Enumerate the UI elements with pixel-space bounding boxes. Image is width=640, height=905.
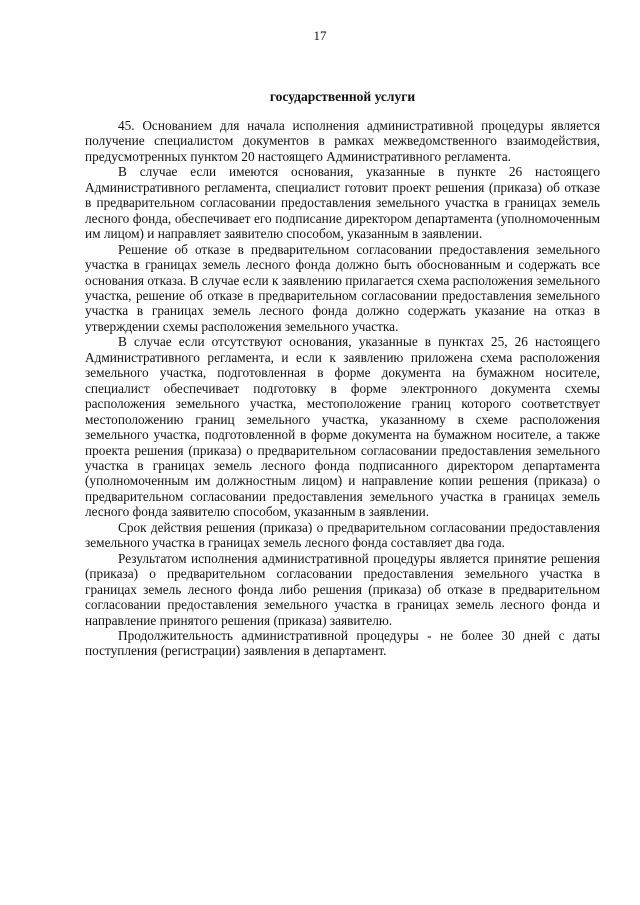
paragraph-refusal-decision: Решение об отказе в предварительном согласовании предоставления земельного участка в границах земель лесного фонда должно быть обоснованным и содержать все основания отказа. В случае если к заявлению прилагается схема расположения земельного участка, решение об отказе в предварительном согласовании предоставления земельного участка в границах земель лесного фонда должно содержать указание на отказ в утверждении схемы расположения земельного участка. (85, 241, 600, 334)
paragraph-result: Результатом исполнения административной процедуры является принятие решения (приказа) о предварительном согласовании предоставления земельного участка в границах земель лесного фонда либо решения (приказа) об отказе в предварительном согласовании предоставления земельного участка в границах земель лесного фонда и направление принятого решения (приказа) заявителю. (85, 550, 600, 628)
paragraph-validity-period: Срок действия решения (приказа) о предварительном согласовании предоставления земельного участка в границах земель лесного фонда составляет два года. (85, 519, 600, 551)
section-heading: государственной услуги (269, 89, 416, 104)
paragraph-refusal-grounds: В случае если имеются основания, указанные в пункте 26 настоящего Административного регламента, специалист готовит проект решения (приказа) об отказе в предварительном согласовании предоставления земельного участка в границах земель лесного фонда, обеспечивает его подписание директором департамента (уполномоченным им лицом) и направляет заявителю способом, указанным в заявлении. (85, 164, 600, 242)
document-body (85, 118, 600, 659)
page-number: 17 (313, 28, 327, 43)
paragraph-duration: Продолжительность административной процедуры - не более 30 дней с даты поступления (регистрации) заявления в департамент. (85, 627, 600, 659)
paragraph-45-basis: 45. Основанием для начала исполнения административной процедуры является получение специалистом документов в рамках межведомственного взаимодействия, предусмотренных пунктом 20 настоящего Административного регламента. (85, 118, 600, 164)
paragraph-no-grounds: В случае если отсутствуют основания, указанные в пунктах 25, 26 настоящего Административного регламента, и если к заявлению приложена схема расположения земельного участка, подготовленная в форме документа на бумажном носителе, специалист обеспечивает подготовку в форме электронного документа схемы расположения земельного участка, местоположение границ которого соответствует местоположению границ земельного участка, указанному в схеме расположения земельного участка, подготовленной в форме документа на бумажном носителе, а также проекта решения (приказа) о предварительном согласовании предоставления земельного участка в границах земель лесного фонда подписанного директором департамента (уполномоченным им должностным лицом) и направление копии решения (приказа) о предварительном согласовании предоставления земельного участка в границах земель лесного фонда заявителю способом, указанным в заявлении. (85, 334, 600, 520)
